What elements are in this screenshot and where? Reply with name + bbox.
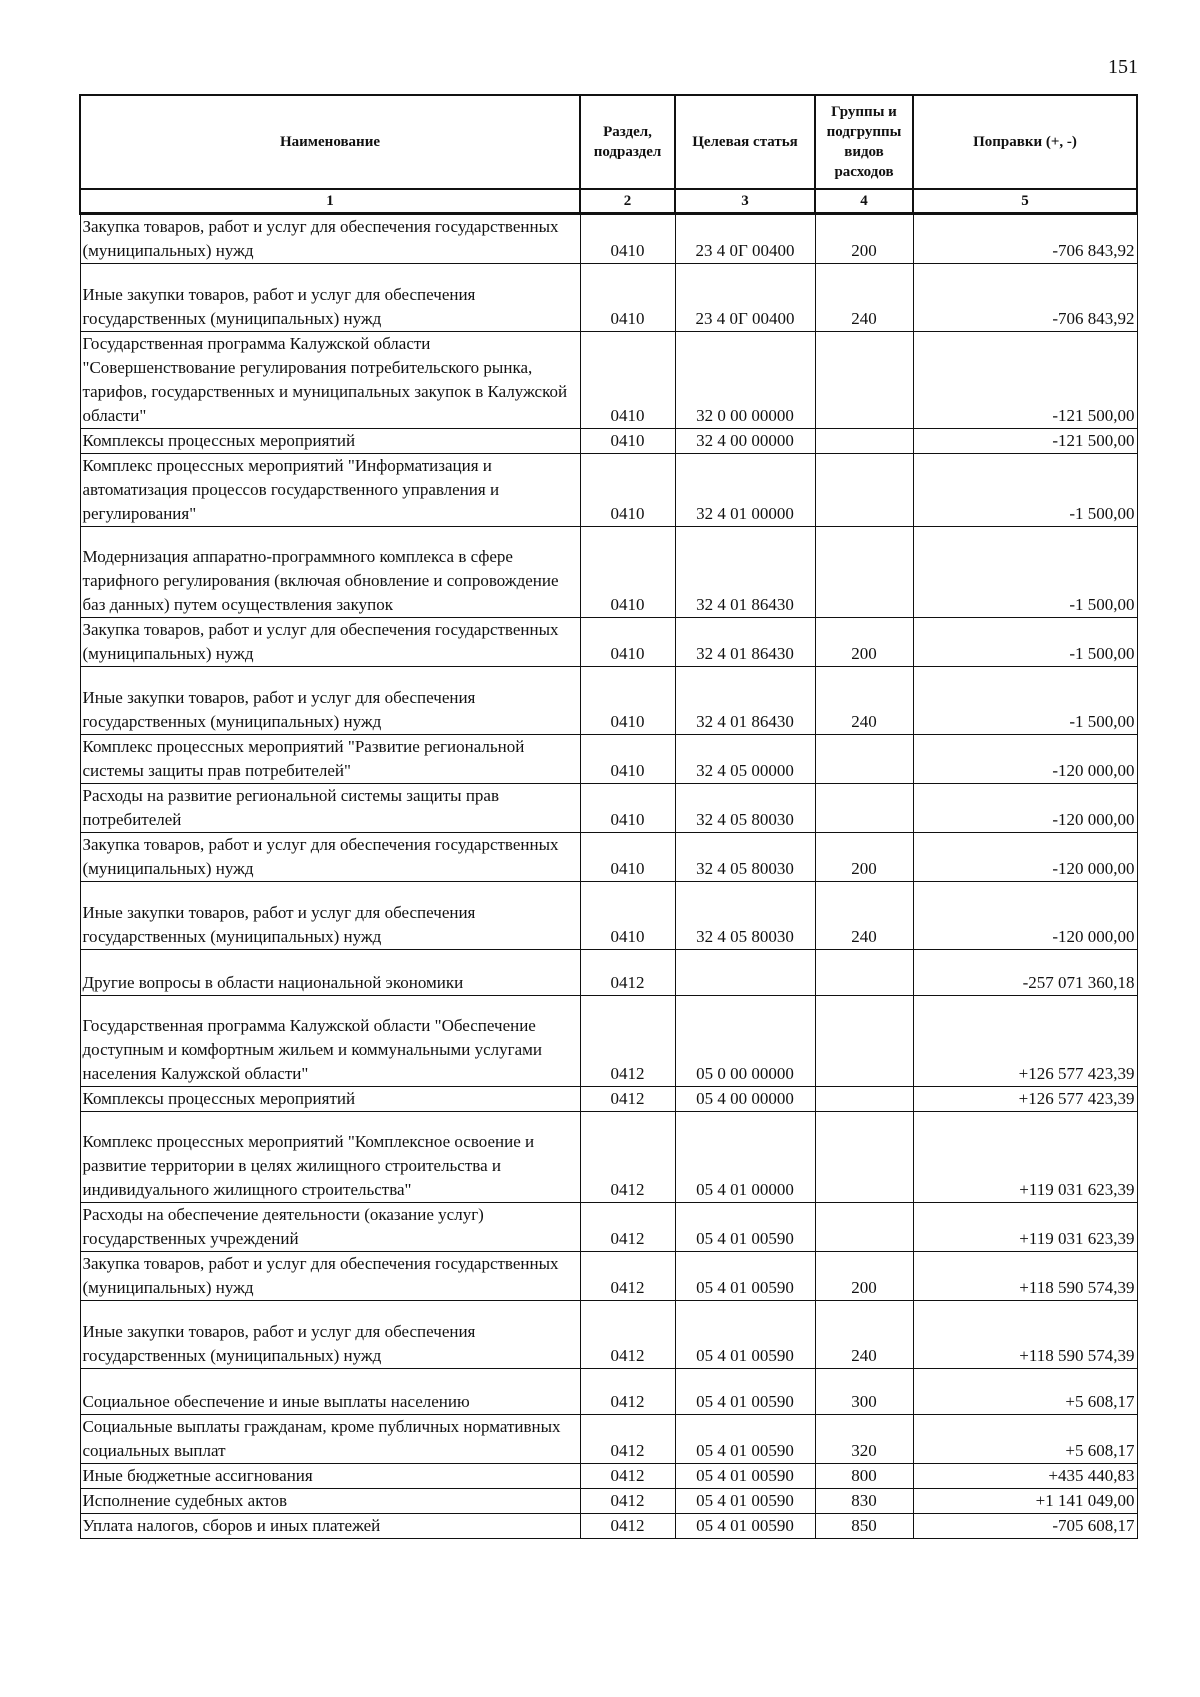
- row-group: [815, 1087, 913, 1112]
- budget-amendments-table: [79, 94, 1138, 1539]
- row-target: 32 4 01 86430: [675, 527, 815, 618]
- row-name: Иные закупки товаров, работ и услуг для обеспечения государственных (муниципальных) нужд: [80, 1301, 580, 1369]
- column-number-row: [80, 189, 1137, 214]
- row-name: Закупка товаров, работ и услуг для обеспечения государственных (муниципальных) нужд: [80, 1252, 580, 1301]
- table-row: [80, 950, 1137, 996]
- table-row: [80, 1514, 1137, 1539]
- row-section: 0410: [580, 527, 675, 618]
- row-amount: +5 608,17: [913, 1369, 1137, 1415]
- table-row: [80, 735, 1137, 784]
- row-target: 32 4 01 86430: [675, 667, 815, 735]
- table-row: [80, 1087, 1137, 1112]
- row-amount: -1 500,00: [913, 527, 1137, 618]
- row-target: 32 0 00 00000: [675, 332, 815, 429]
- row-section: 0410: [580, 667, 675, 735]
- row-group: 240: [815, 667, 913, 735]
- header-amendments: Поправки (+, -): [913, 95, 1137, 189]
- row-group: 200: [815, 1252, 913, 1301]
- table-row: [80, 1489, 1137, 1514]
- row-target: 32 4 05 80030: [675, 833, 815, 882]
- table-row: [80, 429, 1137, 454]
- row-name: Расходы на обеспечение деятельности (оказание услуг) государственных учреждений: [80, 1203, 580, 1252]
- row-name: Расходы на развитие региональной системы защиты прав потребителей: [80, 784, 580, 833]
- table-body: [80, 214, 1137, 1539]
- column-number: 1: [80, 189, 580, 214]
- row-amount: -121 500,00: [913, 332, 1137, 429]
- row-section: 0412: [580, 1415, 675, 1464]
- row-amount: -120 000,00: [913, 784, 1137, 833]
- table-row: [80, 1112, 1137, 1203]
- page-number: 151: [1108, 56, 1138, 78]
- table-row: [80, 1464, 1137, 1489]
- row-group: [815, 429, 913, 454]
- row-name: Исполнение судебных актов: [80, 1489, 580, 1514]
- table-row: [80, 264, 1137, 332]
- row-section: 0410: [580, 454, 675, 527]
- column-number: 3: [675, 189, 815, 214]
- row-name: Комплекс процессных мероприятий "Комплексное освоение и развитие территории в целях жилищного строительства и индивидуального жилищного строительства": [80, 1112, 580, 1203]
- row-name: Социальные выплаты гражданам, кроме публичных нормативных социальных выплат: [80, 1415, 580, 1464]
- table-row: [80, 527, 1137, 618]
- table-row: [80, 882, 1137, 950]
- table-row: [80, 784, 1137, 833]
- row-name: Иные закупки товаров, работ и услуг для обеспечения государственных (муниципальных) нужд: [80, 667, 580, 735]
- row-name: Комплекс процессных мероприятий "Информатизация и автоматизация процессов государственного управления и регулирования": [80, 454, 580, 527]
- row-target: 05 4 01 00590: [675, 1489, 815, 1514]
- row-section: 0412: [580, 996, 675, 1087]
- row-amount: +1 141 049,00: [913, 1489, 1137, 1514]
- row-amount: +119 031 623,39: [913, 1203, 1137, 1252]
- row-name: Закупка товаров, работ и услуг для обеспечения государственных (муниципальных) нужд: [80, 214, 580, 264]
- row-target: 05 0 00 00000: [675, 996, 815, 1087]
- row-target: 32 4 05 80030: [675, 882, 815, 950]
- row-section: 0412: [580, 1203, 675, 1252]
- header-section: Раздел, подраздел: [580, 95, 675, 189]
- row-name: Комплекс процессных мероприятий "Развитие региональной системы защиты прав потребителей": [80, 735, 580, 784]
- row-group: [815, 454, 913, 527]
- row-section: 0412: [580, 1252, 675, 1301]
- row-group: [815, 735, 913, 784]
- row-amount: +435 440,83: [913, 1464, 1137, 1489]
- row-amount: -120 000,00: [913, 833, 1137, 882]
- row-amount: +5 608,17: [913, 1415, 1137, 1464]
- row-name: Социальное обеспечение и иные выплаты населению: [80, 1369, 580, 1415]
- row-amount: +118 590 574,39: [913, 1301, 1137, 1369]
- row-group: [815, 950, 913, 996]
- row-target: 32 4 05 80030: [675, 784, 815, 833]
- row-group: 300: [815, 1369, 913, 1415]
- row-amount: -121 500,00: [913, 429, 1137, 454]
- column-number: 2: [580, 189, 675, 214]
- row-name: Комплексы процессных мероприятий: [80, 429, 580, 454]
- column-number: 4: [815, 189, 913, 214]
- row-amount: -706 843,92: [913, 214, 1137, 264]
- row-name: Закупка товаров, работ и услуг для обеспечения государственных (муниципальных) нужд: [80, 833, 580, 882]
- row-group: 200: [815, 833, 913, 882]
- row-group: 800: [815, 1464, 913, 1489]
- row-section: 0412: [580, 1087, 675, 1112]
- row-section: 0410: [580, 882, 675, 950]
- row-target: 05 4 01 00590: [675, 1301, 815, 1369]
- row-amount: -705 608,17: [913, 1514, 1137, 1539]
- row-name: Другие вопросы в области национальной экономики: [80, 950, 580, 996]
- row-target: 05 4 01 00000: [675, 1112, 815, 1203]
- table-row: [80, 1301, 1137, 1369]
- row-name: Государственная программа Калужской области "Обеспечение доступным и комфортным жильем и коммунальными услугами населения Калужской области": [80, 996, 580, 1087]
- row-target: 05 4 01 00590: [675, 1203, 815, 1252]
- row-amount: -1 500,00: [913, 618, 1137, 667]
- row-amount: -1 500,00: [913, 454, 1137, 527]
- row-group: [815, 332, 913, 429]
- header-groups: Группы и подгруппы видов расходов: [815, 95, 913, 189]
- row-group: 320: [815, 1415, 913, 1464]
- table-row: [80, 618, 1137, 667]
- table-row: [80, 1415, 1137, 1464]
- table-row: [80, 996, 1137, 1087]
- row-amount: -120 000,00: [913, 735, 1137, 784]
- row-group: 850: [815, 1514, 913, 1539]
- row-section: 0410: [580, 214, 675, 264]
- row-target: 05 4 01 00590: [675, 1464, 815, 1489]
- row-section: 0412: [580, 1489, 675, 1514]
- row-amount: -1 500,00: [913, 667, 1137, 735]
- row-group: 240: [815, 882, 913, 950]
- table-row: [80, 1369, 1137, 1415]
- header-row: [80, 95, 1137, 189]
- row-amount: -257 071 360,18: [913, 950, 1137, 996]
- row-section: 0412: [580, 950, 675, 996]
- row-group: [815, 1112, 913, 1203]
- row-name: Уплата налогов, сборов и иных платежей: [80, 1514, 580, 1539]
- row-target: 23 4 0Г 00400: [675, 214, 815, 264]
- row-name: Модернизация аппаратно-программного комплекса в сфере тарифного регулирования (включая обновление и сопровождение баз данных) путем осуществления закупок: [80, 527, 580, 618]
- row-name: Государственная программа Калужской области "Совершенствование регулирования потребительского рынка, тарифов, государственных и муниципальных закупок в Калужской области": [80, 332, 580, 429]
- row-group: [815, 784, 913, 833]
- row-amount: +126 577 423,39: [913, 996, 1137, 1087]
- row-group: 830: [815, 1489, 913, 1514]
- row-section: 0410: [580, 833, 675, 882]
- row-group: 240: [815, 264, 913, 332]
- row-target: 23 4 0Г 00400: [675, 264, 815, 332]
- row-section: 0412: [580, 1301, 675, 1369]
- row-name: Иные закупки товаров, работ и услуг для обеспечения государственных (муниципальных) нужд: [80, 882, 580, 950]
- row-group: 200: [815, 618, 913, 667]
- row-amount: +118 590 574,39: [913, 1252, 1137, 1301]
- row-group: [815, 527, 913, 618]
- row-name: Закупка товаров, работ и услуг для обеспечения государственных (муниципальных) нужд: [80, 618, 580, 667]
- row-section: 0412: [580, 1112, 675, 1203]
- table-row: [80, 214, 1137, 264]
- row-amount: -120 000,00: [913, 882, 1137, 950]
- row-amount: -706 843,92: [913, 264, 1137, 332]
- row-section: 0412: [580, 1369, 675, 1415]
- row-group: [815, 1203, 913, 1252]
- row-section: 0410: [580, 332, 675, 429]
- row-target: 32 4 00 00000: [675, 429, 815, 454]
- table-row: [80, 332, 1137, 429]
- row-group: [815, 996, 913, 1087]
- row-target: 05 4 01 00590: [675, 1252, 815, 1301]
- row-name: Иные закупки товаров, работ и услуг для обеспечения государственных (муниципальных) нужд: [80, 264, 580, 332]
- row-section: 0410: [580, 735, 675, 784]
- row-amount: +119 031 623,39: [913, 1112, 1137, 1203]
- table-row: [80, 1203, 1137, 1252]
- row-target: [675, 950, 815, 996]
- row-section: 0412: [580, 1514, 675, 1539]
- table-row: [80, 1252, 1137, 1301]
- row-section: 0412: [580, 1464, 675, 1489]
- row-section: 0410: [580, 784, 675, 833]
- row-group: 200: [815, 214, 913, 264]
- column-number: 5: [913, 189, 1137, 214]
- header-target: Целевая статья: [675, 95, 815, 189]
- row-name: Комплексы процессных мероприятий: [80, 1087, 580, 1112]
- header-name: Наименование: [80, 95, 580, 189]
- row-target: 05 4 01 00590: [675, 1514, 815, 1539]
- row-section: 0410: [580, 264, 675, 332]
- row-target: 05 4 01 00590: [675, 1415, 815, 1464]
- row-name: Иные бюджетные ассигнования: [80, 1464, 580, 1489]
- row-target: 32 4 01 86430: [675, 618, 815, 667]
- row-group: 240: [815, 1301, 913, 1369]
- row-amount: +126 577 423,39: [913, 1087, 1137, 1112]
- table-row: [80, 833, 1137, 882]
- row-target: 32 4 01 00000: [675, 454, 815, 527]
- row-target: 05 4 00 00000: [675, 1087, 815, 1112]
- row-section: 0410: [580, 429, 675, 454]
- table-row: [80, 667, 1137, 735]
- row-target: 32 4 05 00000: [675, 735, 815, 784]
- table-row: [80, 454, 1137, 527]
- row-target: 05 4 01 00590: [675, 1369, 815, 1415]
- row-section: 0410: [580, 618, 675, 667]
